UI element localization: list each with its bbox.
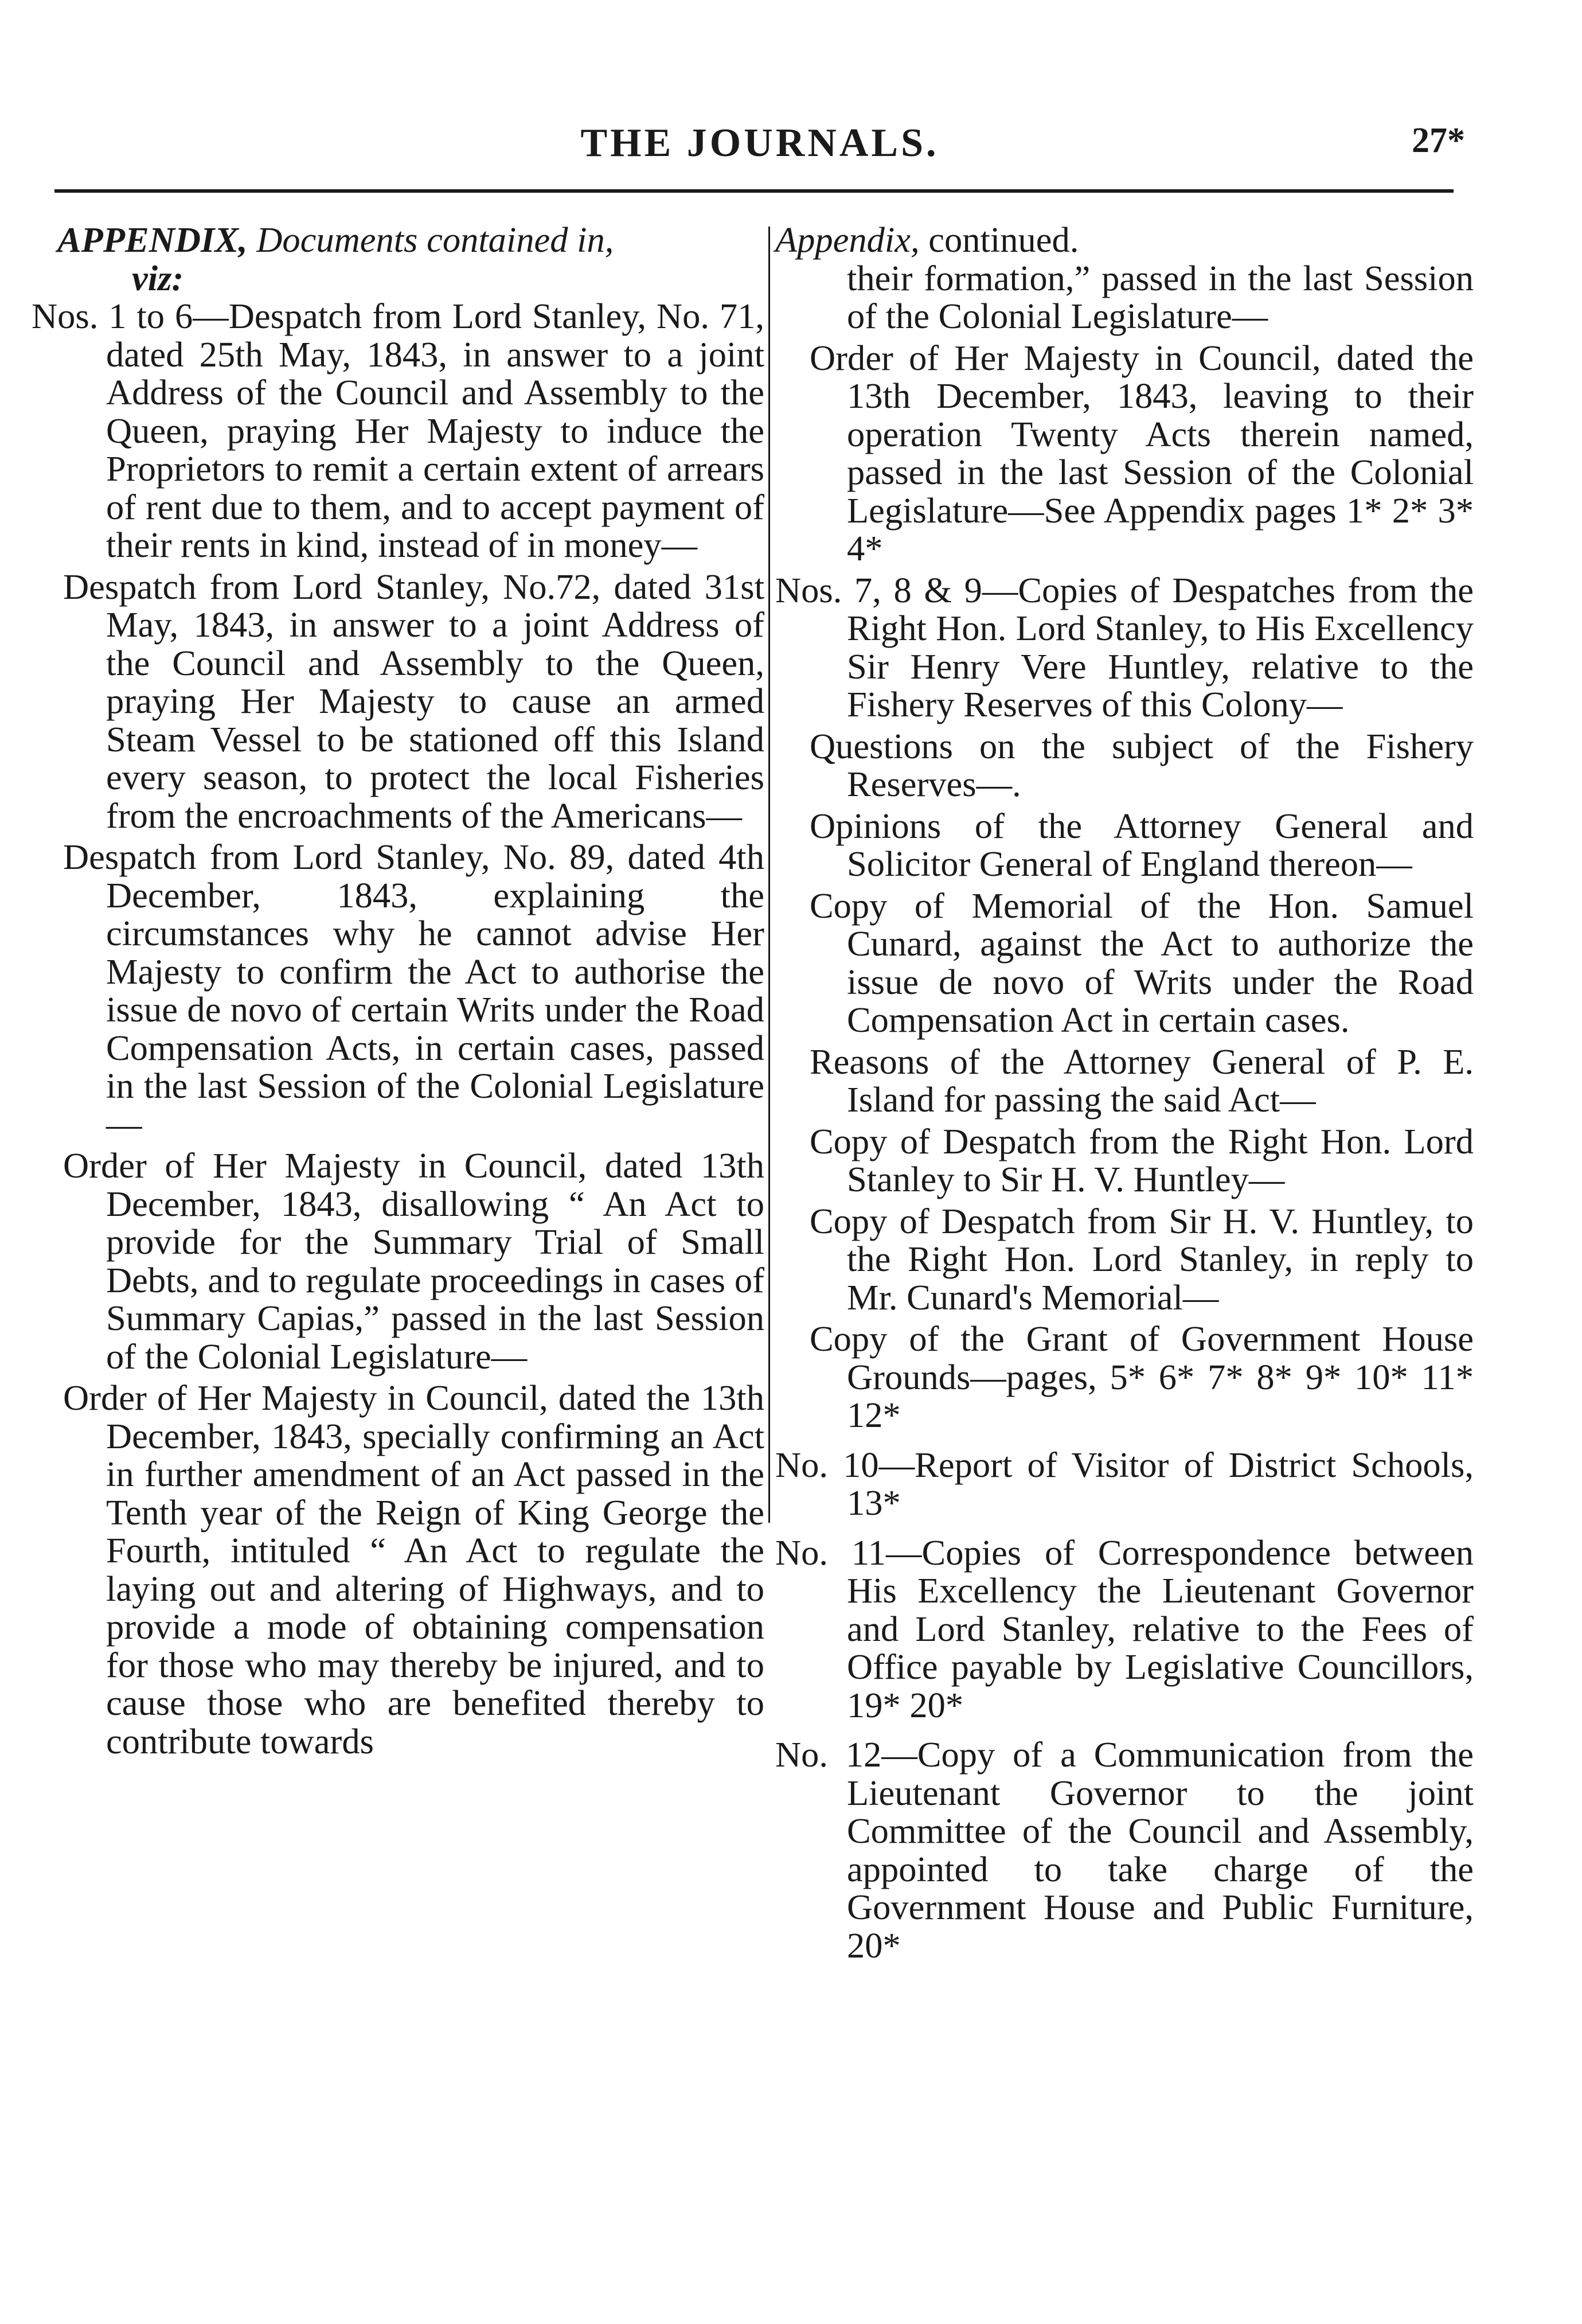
entry-order-disallowing: Order of Her Majesty in Council, dated 13th December, 1843, disallowing “ An Act to provide for the Summary Trial of Small Debts, and to regulate proceedings in cases of Summary Capias,” passed in the last Session of the Colonial Legislature— [63, 1145, 764, 1377]
entry-order-leaving: Order of Her Majesty in Council, dated the 13th December, 1843, leaving to their operation Twenty Acts therein named, passed in the last Session of the Colonial Legislature—See Appendix pages 1* 2* 3* 4* [810, 337, 1474, 568]
entry-no-10: No. 10—Report of Visitor of District Schools, 13* [775, 1444, 1474, 1523]
entry-despatch-no-89: Despatch from Lord Stanley, No. 89, dated 4th December, 1843, explaining the circumstances why he cannot advise Her Majesty to confirm the Act to authorise the issue de novo of certain Writs under the Road Compensation Acts, in certain cases, passed in the last Session of the Colonial Legislature— [63, 837, 764, 1144]
column-divider [768, 227, 770, 1523]
appendix-heading-subtitle: Documents contained in, [247, 220, 614, 260]
appendix-continued-heading [775, 221, 1474, 259]
entry-memorial-cunard: Copy of Memorial of the Hon. Samuel Cunard, against the Act to authorize the issue de novo of Writs under the Road Compensation Act in certain cases. [810, 885, 1474, 1040]
appendix-heading [57, 221, 764, 297]
entry-despatch-no-72: Despatch from Lord Stanley, No.72, dated 31st May, 1843, in answer to a joint Address of the Council and Assembly to the Queen, praying Her Majesty to cause an armed Steam Vessel to be stationed off this Island every season, to protect the local Fisheries from the encroachments of the Americans— [63, 566, 764, 836]
entry-continued-text: their formation,” passed in the last Session of the Colonial Legislature— [847, 258, 1474, 336]
header-rule [54, 189, 1454, 193]
entry-despatch-stanley: Copy of Despatch from the Right Hon. Lord Stanley to Sir H. V. Huntley— [810, 1121, 1474, 1199]
appendix-continued-title: Appendix, [775, 220, 920, 260]
running-head: THE JOURNALS. [580, 121, 939, 165]
right-column [775, 221, 1474, 1968]
entry-nos-7-8-9: Nos. 7, 8 & 9—Copies of Despatches from the Right Hon. Lord Stanley, to His Excellency Sir Henry Vere Huntley, relative to the Fishery Reserves of this Colony— [775, 570, 1474, 724]
entry-opinions: Opinions of the Attorney General and Solicitor General of England thereon— [810, 805, 1474, 884]
appendix-heading-title: APPENDIX, [57, 220, 248, 260]
appendix-heading-viz: viz: [132, 258, 184, 298]
page-number: 27* [1412, 121, 1465, 160]
page-header [54, 120, 1465, 172]
appendix-continued-tail: continued. [919, 220, 1079, 260]
entry-grant-government-house: Copy of the Grant of Government House Grounds—pages, 5* 6* 7* 8* 9* 10* 11* 12* [810, 1319, 1474, 1435]
entry-nos-1-to-6: Nos. 1 to 6—Despatch from Lord Stanley, No. 71, dated 25th May, 1843, in answer to a joint Address of the Council and Assembly to the Queen, praying Her Majesty to induce the Proprietors to remit a certain extent of arrears of rent due to them, and to accept payment of their rents in kind, instead of in money— [32, 296, 764, 565]
entry-reasons: Reasons of the Attorney General of P. E. Island for passing the said Act— [810, 1041, 1474, 1120]
entry-order-confirming: Order of Her Majesty in Council, dated the 13th December, 1843, specially confirming an Act in further amendment of an Act passed in the Tenth year of the Reign of King George the Fourth, intituled “ An Act to regulate the laying out and altering of Highways, and to provide a mode of obtaining compensation for those who may thereby be injured, and to cause those who are benefited thereby to contribute towards [63, 1378, 764, 1761]
entry-no-11: No. 11—Copies of Correspondence between His Excellency the Lieutenant Governor and Lord Stanley, relative to the Fees of Office payable by Legislative Councillors, 19* 20* [775, 1532, 1474, 1725]
entry-questions-fishery: Questions on the subject of the Fishery Reserves—. [810, 726, 1474, 804]
left-column [32, 221, 764, 1764]
entry-no-12: No. 12—Copy of a Communication from the Lieutenant Governor to the joint Committee of the Council and Assembly, appointed to take charge of the Government House and Public Furniture, 20* [775, 1734, 1474, 1966]
entry-despatch-huntley: Copy of Despatch from Sir H. V. Huntley, to the Right Hon. Lord Stanley, in reply to Mr. Cunard's Memorial— [810, 1200, 1474, 1317]
